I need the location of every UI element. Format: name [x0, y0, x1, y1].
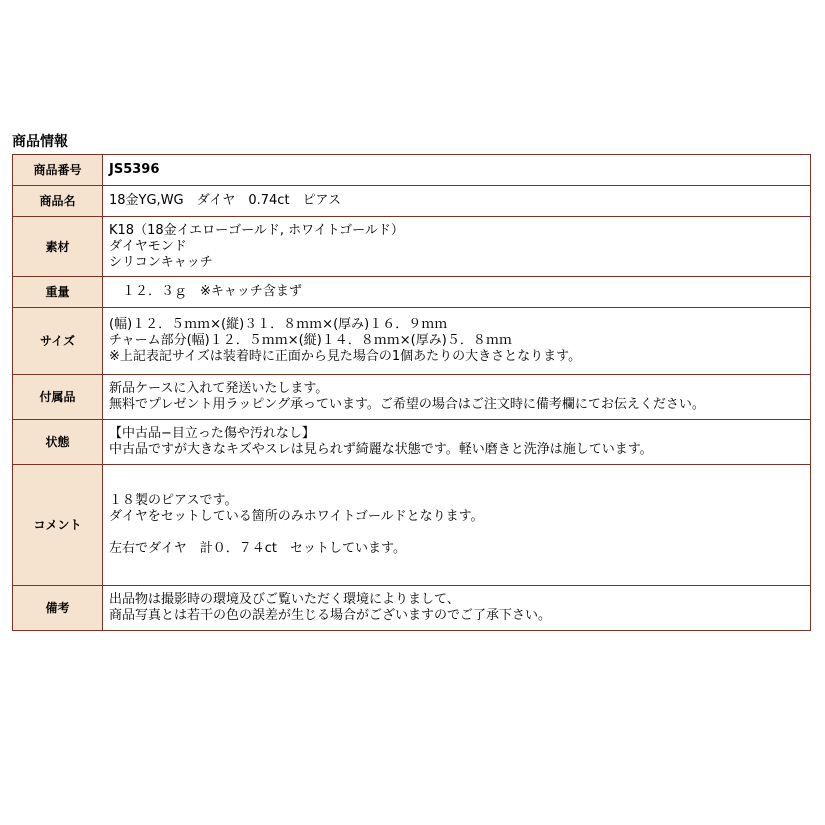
table-row: [13, 217, 811, 277]
product-info-table: [12, 154, 811, 631]
condition-value: [103, 420, 811, 465]
comment-value: [103, 465, 811, 586]
accessories-value: [103, 375, 811, 420]
table-row: [13, 308, 811, 375]
accessories-line: 新品ケースに入れて発送いたします。: [109, 381, 329, 396]
comment-line: 左右でダイヤ 計０．７４ct セットしています。: [109, 541, 406, 556]
row-label-name: 商品名: [13, 186, 103, 217]
table-row: [13, 465, 811, 586]
material-line: シリコンキャッチ: [109, 254, 213, 270]
row-label-accessories: 付属品: [13, 375, 103, 420]
size-line: ※上記表記サイズは装着時に正面から見た場合の1個あたりの大きさとなります。: [109, 349, 582, 364]
comment-line: ダイヤをセットしている箇所のみホワイトゴールドとなります。: [109, 509, 484, 524]
section-title: 商品情報: [12, 134, 68, 150]
table-row: [13, 277, 811, 308]
notes-line: 出品物は撮影時の環境及びご覧いただく環境によりまして、: [109, 592, 460, 607]
condition-line: 【中古品−目立った傷や汚れなし】: [109, 426, 315, 441]
notes-line: 商品写真とは若干の色の誤差が生じる場合がございますのでご了承下さい。: [109, 608, 552, 623]
row-label-comment: コメント: [13, 465, 103, 586]
table-row: [13, 420, 811, 465]
name-value: 18金YG,WG ダイヤ 0.74ct ピアス: [103, 186, 811, 217]
material-line: ダイヤモンド: [109, 238, 187, 254]
size-line: チャーム部分(幅)１２．５ｍｍ×(縦)１４．８ｍｍ×(厚み)５．８ｍｍ: [109, 333, 512, 348]
table-row: [13, 155, 811, 186]
row-label-item-no: 商品番号: [13, 155, 103, 186]
size-value: [103, 308, 811, 375]
item-no-value: JS5396: [103, 155, 811, 186]
row-label-condition: 状態: [13, 420, 103, 465]
notes-value: [103, 586, 811, 631]
accessories-line: 無料でプレゼント用ラッピング承っています。ご希望の場合はご注文時に備考欄にてお伝えください。: [109, 397, 705, 412]
row-label-weight: 重量: [13, 277, 103, 308]
material-line: K18（18金イエローゴールド, ホワイトゴールド）: [109, 222, 404, 238]
size-line: (幅)１２．５ｍｍ×(縦)３１．８ｍｍ×(厚み)１６．９ｍｍ: [109, 317, 448, 332]
table-row: [13, 186, 811, 217]
table-row: [13, 375, 811, 420]
row-label-material: 素材: [13, 217, 103, 277]
weight-value: １２．３ｇ ※キャッチ含まず: [103, 277, 811, 308]
material-value: [103, 217, 811, 277]
comment-spacer: [109, 525, 804, 541]
table-row: [13, 586, 811, 631]
row-label-notes: 備考: [13, 586, 103, 631]
condition-line: 中古品ですが大きなキズやスレは見られず綺麗な状態です。軽い磨きと洗浄は施しています。: [109, 442, 653, 457]
comment-line: １８製のピアスです。: [109, 493, 238, 508]
row-label-size: サイズ: [13, 308, 103, 375]
